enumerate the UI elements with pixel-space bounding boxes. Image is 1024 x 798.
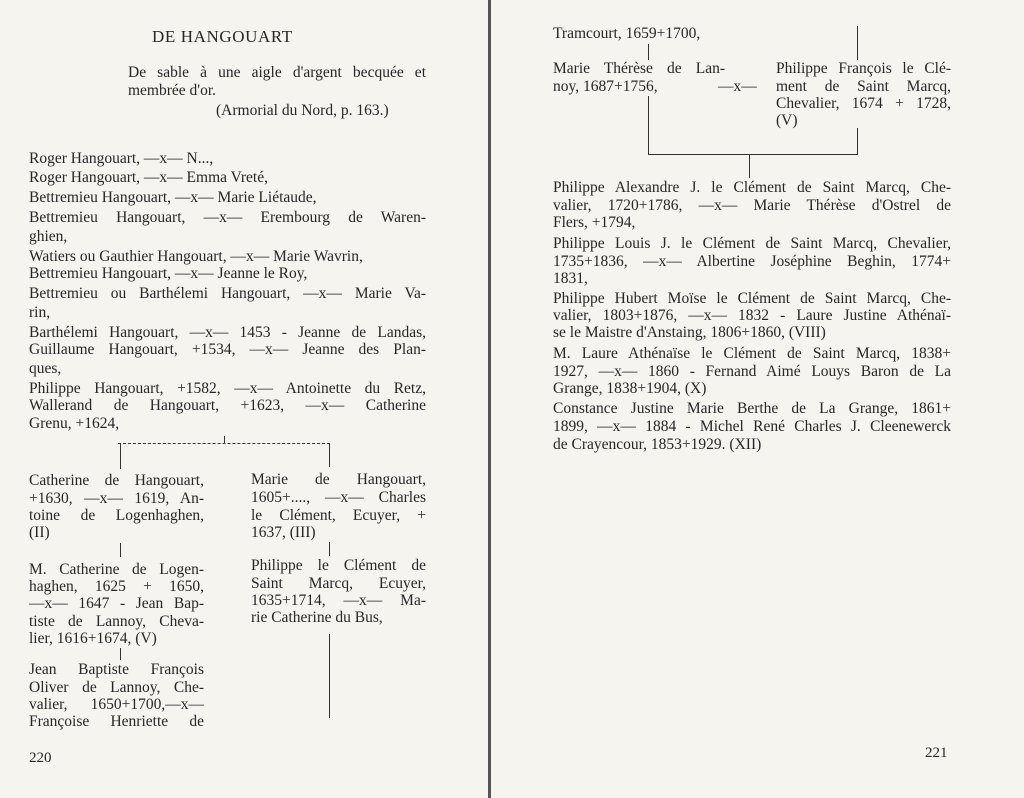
page-number: 221	[925, 745, 948, 761]
lineage-line: Roger Hangouart, —x— N...,	[29, 150, 214, 167]
lineage-line: Guillaume Hangouart, +1534, —x— Jeanne des Plan-	[29, 341, 426, 358]
lineage-line: Philippe Hangouart, +1582, —x— Antoinette du Retz,	[29, 380, 426, 397]
lineage-line: Bettremieu Hangouart, —x— Jeanne le Roy,	[29, 265, 308, 282]
descendant-line: Françoise Henriette de	[29, 713, 204, 730]
descendant-line: rie Catherine du Bus,	[251, 609, 383, 626]
descendant-line: Philippe Alexandre J. le Clément de Saint Marcq, Che-	[553, 179, 951, 196]
branch-connector	[224, 436, 225, 444]
descendant-line: Saint Marcq, Ecuyer,	[251, 575, 426, 592]
lineage-line: Grenu, +1624,	[29, 415, 120, 432]
descendant-line: 1831,	[553, 270, 588, 287]
right-page	[510, 0, 1024, 798]
lineage-line: Barthélemi Hangouart, —x— 1453 - Jeanne de Landas,	[29, 324, 426, 341]
descendant-line: Marie de Hangouart,	[251, 471, 426, 488]
descendant-line: Philippe le Clément de	[251, 557, 426, 574]
marriage-symbol: —x—	[718, 78, 757, 95]
lineage-line: ghien,	[29, 228, 68, 245]
descendant-line: haghen, 1625 + 1650,	[29, 578, 204, 595]
descendant-line: M. Laure Athénaïse le Clément de Saint Marcq, 1838+	[553, 345, 951, 362]
descendant-line: Marie Thérèse de Lan-	[553, 60, 725, 77]
branch-connector	[120, 648, 121, 660]
descendant-line: +1630, —x— 1619, An-	[29, 490, 204, 507]
armorial-source: (Armorial du Nord, p. 163.)	[216, 102, 389, 119]
descendant-line: Philippe Louis J. le Clément de Saint Marcq, Chevalier,	[553, 235, 951, 252]
lineage-line: Watiers ou Gauthier Hangouart, —x— Marie Wavrin,	[29, 248, 363, 265]
descendant-line: 1605+...., —x— Charles	[251, 489, 426, 506]
page-number: 220	[29, 750, 52, 766]
descendant-line: valier, 1803+1876, —x— 1832 - Laure Justine Athénaï-	[553, 307, 951, 324]
branch-connector	[329, 634, 330, 718]
lineage-line: rin,	[29, 304, 51, 321]
branch-connector	[120, 443, 121, 469]
descendant-line: 1735+1836, —x— Albertine Joséphine Beghin, 1774+	[553, 253, 951, 270]
lineage-line: Bettremieu ou Barthélemi Hangouart, —x— Marie Va-	[29, 285, 426, 302]
descendant-line: Philippe François le Clé-	[776, 60, 951, 77]
branch-connector	[329, 542, 330, 556]
descendant-line: Chevalier, 1674 + 1728,	[776, 95, 951, 112]
descendant-line: 1637, (III)	[251, 524, 316, 541]
branch-connector	[648, 154, 858, 155]
lineage-line: Tramcourt, 1659+1700,	[553, 25, 701, 42]
descendant-line: Oliver de Lannoy, Che-	[29, 679, 204, 696]
descendant-line: tiste de Lannoy, Cheva-	[29, 613, 204, 630]
descendant-line: (V)	[776, 112, 798, 129]
descendant-line: M. Catherine de Logen-	[29, 561, 204, 578]
branch-connector	[857, 26, 858, 60]
descendant-line: Catherine de Hangouart,	[29, 472, 204, 489]
branch-connector	[648, 44, 649, 60]
lineage-line: Wallerand de Hangouart, +1623, —x— Catherine	[29, 397, 426, 414]
lineage-line: Bettremieu Hangouart, —x— Erembourg de Waren-	[29, 209, 426, 226]
descendant-line: Flers, +1794,	[553, 214, 636, 231]
branch-connector	[857, 128, 858, 154]
descendant-line: toine de Logenhaghen,	[29, 507, 204, 524]
descendant-line: —x— 1647 - Jean Bap-	[29, 595, 204, 612]
descendant-line: 1927, —x— 1860 - Fernand Aimé Louys Baron de La	[553, 363, 951, 380]
descendant-line: noy, 1687+1756,	[553, 78, 658, 95]
descendant-line: Philippe Hubert Moïse le Clément de Saint Marcq, Che-	[553, 290, 951, 307]
descendant-line: le Clément, Ecuyer, +	[251, 507, 426, 524]
descendant-line: valier, 1720+1786, —x— Marie Thérèse d'Ostrel de	[553, 197, 951, 214]
lineage-line: ques,	[29, 360, 62, 377]
descendant-line: Jean Baptiste François	[29, 661, 204, 678]
descendant-line: lier, 1616+1674, (V)	[29, 630, 157, 647]
branch-connector	[749, 154, 750, 178]
blazon-line: membrée d'or.	[128, 82, 217, 99]
left-page	[0, 0, 510, 798]
lineage-line: Bettremieu Hangouart, —x— Marie Liétaude,	[29, 189, 317, 206]
page-header: DE HANGOUART	[152, 27, 293, 46]
lineage-line: Roger Hangouart, —x— Emma Vreté,	[29, 169, 268, 186]
descendant-line: Constance Justine Marie Berthe de La Grange, 1861+	[553, 400, 951, 417]
descendant-line: 1899, —x— 1884 - Michel René Charles J. Cleenewerck	[553, 418, 951, 435]
branch-connector	[329, 443, 330, 467]
descendant-line: (II)	[29, 524, 50, 541]
blazon-line: De sable à une aigle d'argent becquée et	[128, 64, 426, 81]
descendant-line: Grange, 1838+1904, (X)	[553, 380, 707, 397]
descendant-line: se le Maistre d'Anstaing, 1806+1860, (VIII)	[553, 324, 826, 341]
descendant-line: valier, 1650+1700,—x—	[29, 696, 204, 713]
book-gutter	[488, 0, 491, 798]
descendant-line: de Crayencour, 1853+1929. (XII)	[553, 436, 762, 453]
branch-connector	[120, 543, 121, 557]
branch-connector	[648, 96, 649, 154]
descendant-line: 1635+1714, —x— Ma-	[251, 592, 426, 609]
descendant-line: ment de Saint Marcq,	[776, 78, 951, 95]
